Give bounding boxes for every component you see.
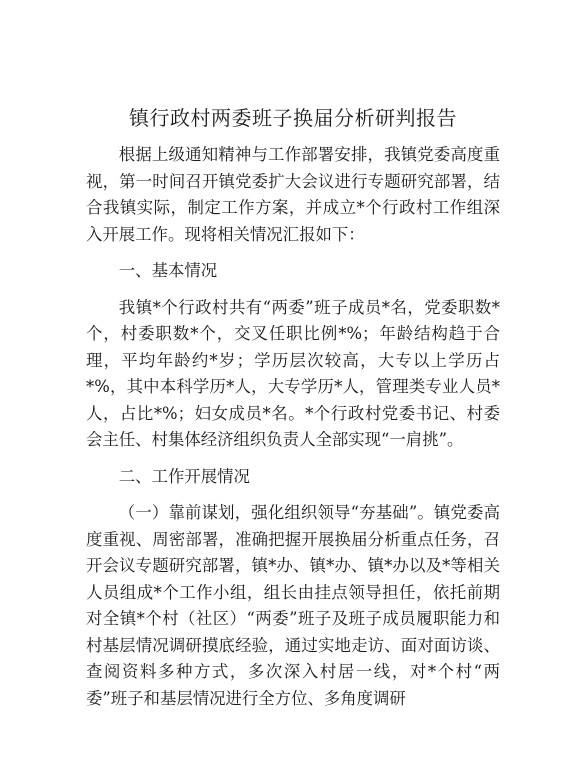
- section-body-basic: 我镇*个行政村共有“两委”班子成员*名，党委职数*个，村委职数*个，交叉任职比例*%；年龄结构趋于合理，平均年龄约*岁；学历层次较高，大专以上学历占*%，其中本科学历*人，大专学历*人，管理类专业人员*人，占比*%；妇女成员*名。*个行政村党委书记、村委会主任、村集体经济组织负责人全部实现“一肩挑”。: [86, 297, 500, 449]
- section-body-work: （一）靠前谋划，强化组织领导“夯基础”。镇党委高度重视、周密部署，准确把握开展换届分析重点任务，召开会议专题研究部署，镇*办、镇*办、镇*办以及*等相关人员组成*个工作小组，组长由挂点领导担任，依托前期对全镇*个村（社区）“两委”班子及班子成员履职能力和村基层情况调研摸底经验，通过实地走访、面对面访谈、查阅资料多种方式，多次深入村居一线，对*个村“两委”班子和基层情况进行全方位、多角度调研: [86, 503, 500, 708]
- document-title: 镇行政村两委班子换届分析研判报告: [129, 106, 457, 130]
- intro-paragraph: 根据上级通知精神与工作部署安排，我镇党委高度重视，第一时间召开镇党委扩大会议进行专题研究部署，结合我镇实际，制定工作方案，并成立*个行政村工作组深入开展工作。现将相关情况汇报如下：: [86, 145, 500, 244]
- section-heading-work: 二、工作开展情况: [118, 466, 250, 486]
- section-heading-basic: 一、基本情况: [118, 261, 218, 280]
